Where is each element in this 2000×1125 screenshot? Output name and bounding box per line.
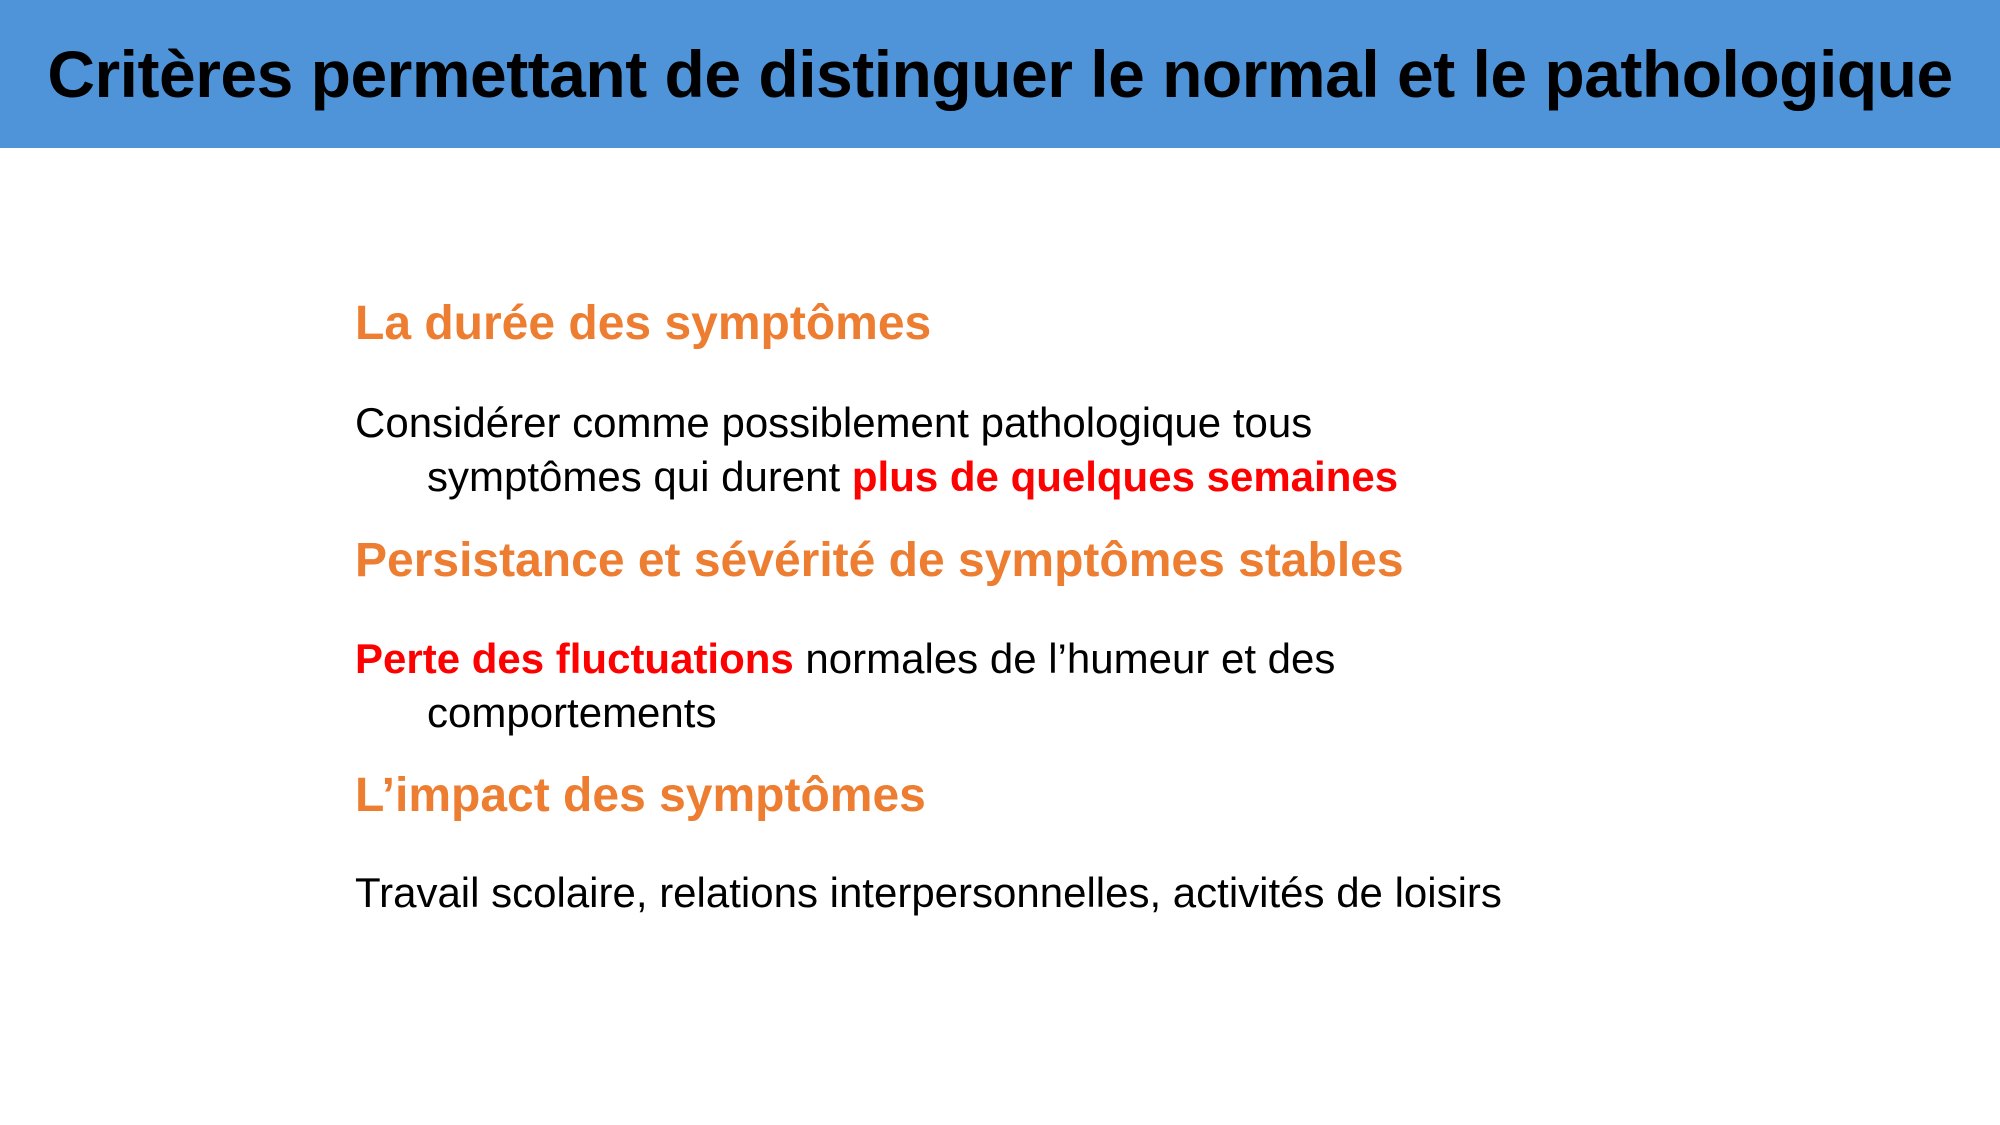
section-text-line	[355, 632, 1675, 686]
section-text-persistence	[355, 632, 1675, 740]
title-bar	[0, 0, 2000, 148]
section-text-emphasis: plus de quelques semaines	[851, 453, 1399, 500]
section-text-plain: symptômes qui durent	[427, 453, 852, 500]
section-text-duration	[355, 396, 1675, 504]
section-text-line	[355, 450, 1675, 504]
section-text-line: Travail scolaire, relations interpersonnelles, activités de loisirs	[355, 869, 1502, 916]
section-text-line: Considérer comme possiblement pathologique tous	[355, 399, 1313, 446]
section-heading-persistence: Persistance et sévérité de symptômes stables	[355, 534, 1404, 587]
section-heading-impact: L’impact des symptômes	[355, 769, 926, 822]
section-text-impact	[355, 866, 1675, 920]
section-text-line: comportements	[427, 689, 717, 736]
section-heading-duration: La durée des symptômes	[355, 297, 932, 350]
section-text-plain: normales de l’humeur et des	[793, 635, 1336, 682]
section-text-emphasis: Perte des fluctuations	[355, 635, 794, 682]
slide-title: Critères permettant de distinguer le normal et le pathologique	[47, 37, 1953, 111]
